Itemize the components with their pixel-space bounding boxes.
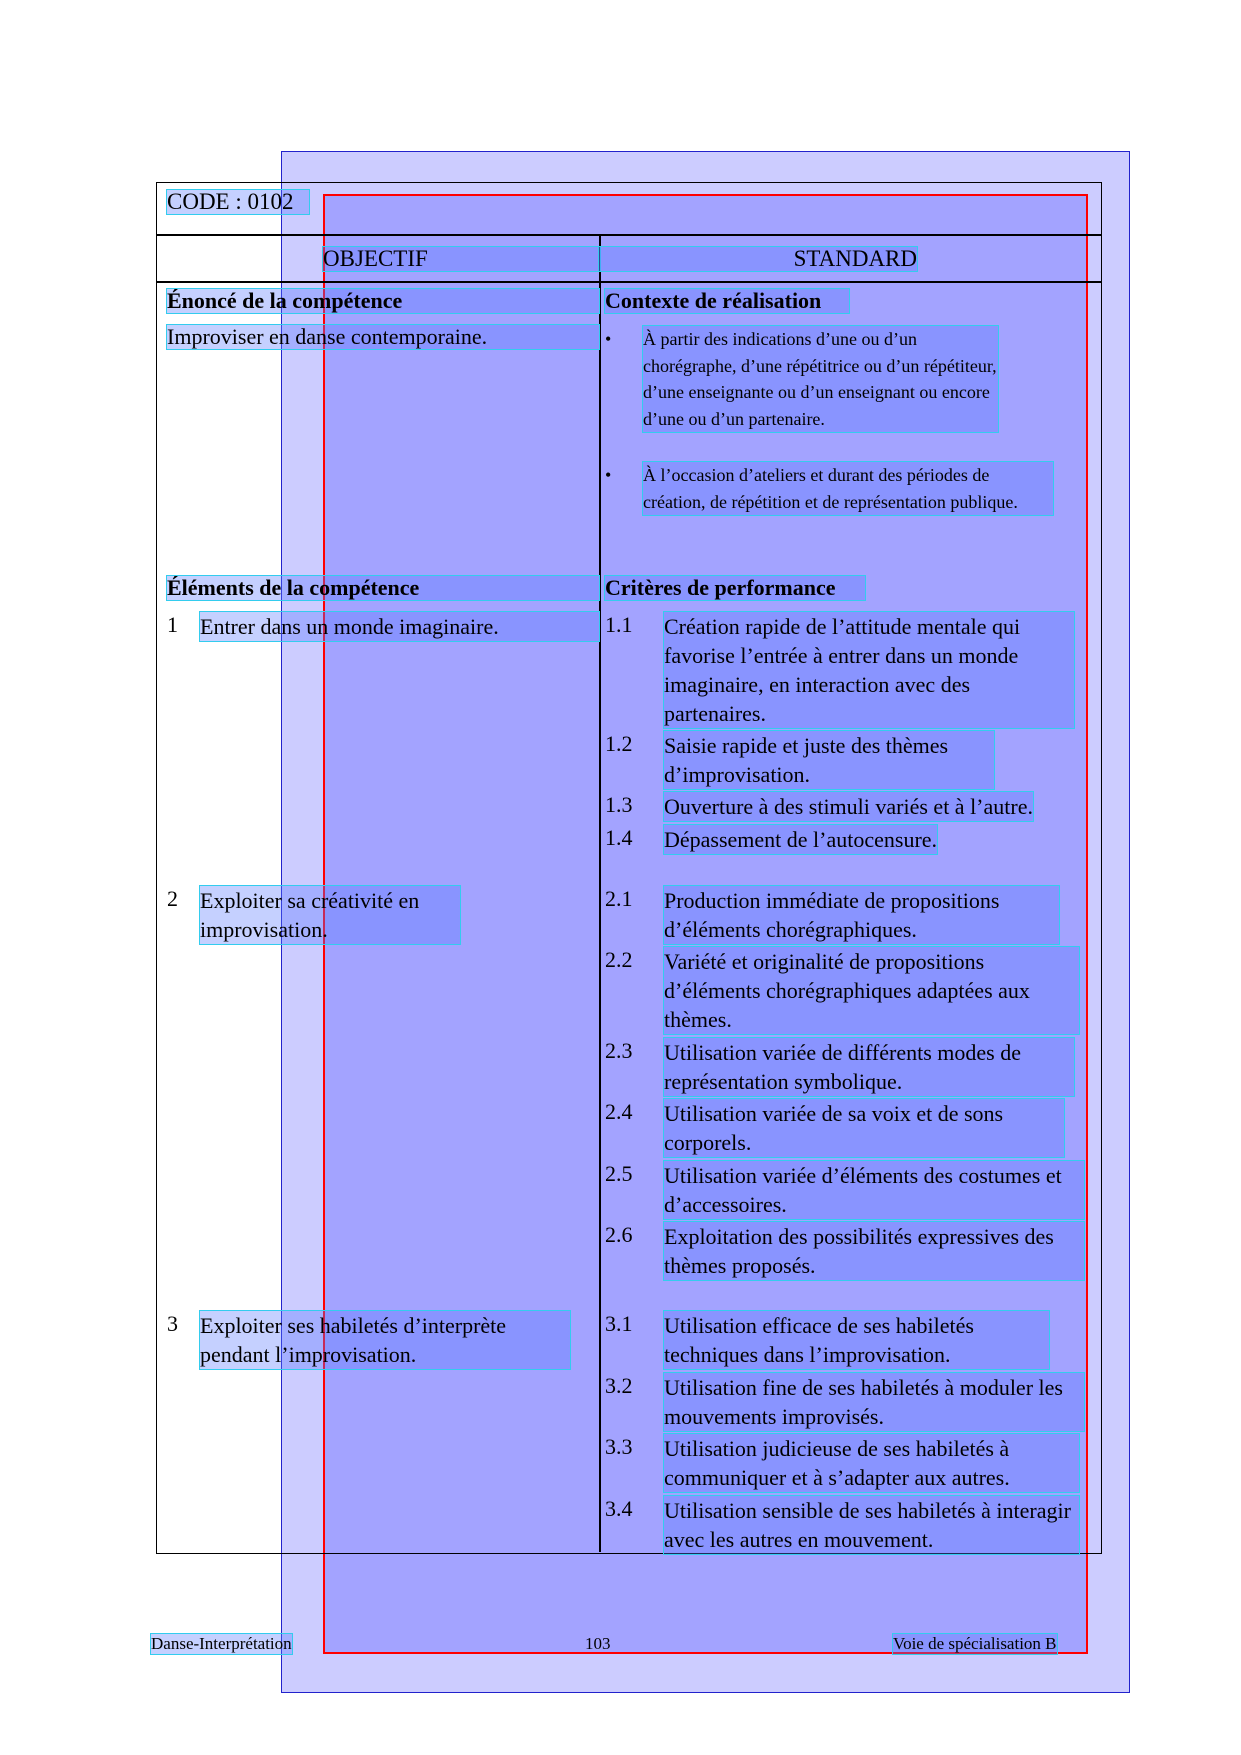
context-text: À l’occasion d’ateliers et durant des périodes de création, de répétition et de représentation publique.: [643, 462, 1053, 515]
context-item: [605, 462, 1055, 542]
competence-statement: Improviser en danse contemporaine.: [167, 325, 599, 349]
footer-left: Danse-Interprétation: [151, 1634, 292, 1653]
criterion-number: 1.4: [605, 825, 633, 850]
criterion-number: 1.3: [605, 792, 633, 817]
bullet-icon: •: [605, 465, 612, 485]
column-divider: [599, 235, 601, 1552]
criterion-number: 3.2: [605, 1373, 633, 1398]
footer-right: Voie de spécialisation B: [893, 1634, 1057, 1653]
criterion-item: [605, 792, 1085, 822]
footer-page-number: 103: [585, 1634, 611, 1653]
criterion-number: 3.1: [605, 1311, 633, 1336]
objective-column-header: [323, 247, 600, 271]
criterion-text: Utilisation variée de sa voix et de sons corporels.: [664, 1099, 1064, 1157]
criterion-number: 1.1: [605, 612, 633, 637]
criterion-text: Exploitation des possibilités expressives des thèmes proposés.: [664, 1222, 1084, 1280]
criterion-item: [605, 1311, 1085, 1371]
criterion-number: 3.3: [605, 1434, 633, 1459]
criterion-number: 3.4: [605, 1496, 633, 1521]
element-item: [167, 1311, 599, 1371]
criterion-text: Utilisation sensible de ses habiletés à interagir avec les autres en mouvement.: [664, 1496, 1079, 1554]
competence-heading: Énoncé de la compétence: [167, 289, 599, 313]
criterion-number: 2.5: [605, 1161, 633, 1186]
criterion-text: Utilisation judicieuse de ses habiletés à communiquer et à s’adapter aux autres.: [664, 1434, 1079, 1492]
criterion-text: Utilisation fine de ses habiletés à moduler les mouvements improvisés.: [664, 1373, 1084, 1431]
criterion-item: [605, 825, 1085, 855]
criterion-text: Utilisation variée de différents modes de représentation symbolique.: [664, 1038, 1074, 1096]
criterion-item: [605, 886, 1085, 946]
element-number: 2: [167, 886, 178, 911]
criterion-item: [605, 1222, 1085, 1282]
code-row-divider: [156, 234, 1102, 236]
criterion-item: [605, 1038, 1085, 1098]
criterion-text: Dépassement de l’autocensure.: [664, 827, 938, 852]
criterion-item: [605, 947, 1085, 1037]
criterion-item: [605, 1373, 1085, 1433]
element-item: [167, 612, 599, 642]
criterion-text: Utilisation variée d’éléments des costumes et d’accessoires.: [664, 1161, 1084, 1219]
criterion-text: Ouverture à des stimuli variés et à l’autre.: [664, 794, 1033, 819]
element-item: [167, 886, 599, 946]
element-text: Exploiter ses habiletés d’interprète pendant l’improvisation.: [200, 1311, 570, 1369]
context-item: [605, 326, 1045, 458]
criterion-text: Création rapide de l’attitude mentale qui favorise l’entrée à entrer dans un monde imaginaire, en interaction avec des partenaires.: [664, 612, 1074, 728]
standard-label: STANDARD: [793, 246, 917, 271]
context-heading: Contexte de réalisation: [605, 289, 849, 313]
criterion-text: Saisie rapide et juste des thèmes d’improvisation.: [664, 731, 994, 789]
element-text: Exploiter sa créativité en improvisation.: [200, 886, 460, 944]
criterion-number: 2.2: [605, 947, 633, 972]
criterion-item: [605, 1434, 1085, 1494]
document-code: CODE : 0102: [167, 190, 309, 214]
criterion-item: [605, 731, 1085, 791]
criterion-item: [605, 1161, 1085, 1221]
criterion-text: Variété et originalité de propositions d’éléments chorégraphiques adaptées aux thèmes.: [664, 947, 1079, 1034]
criterion-number: 2.4: [605, 1099, 633, 1124]
criterion-number: 2.1: [605, 886, 633, 911]
element-number: 3: [167, 1311, 178, 1336]
criterion-item: [605, 1099, 1085, 1159]
context-text: À partir des indications d’une ou d’un chorégraphe, d’une répétitrice ou d’un répétiteur, d’une enseignante ou d’un enseignant ou encore d’une ou d’un partenaire.: [643, 326, 998, 432]
criterion-number: 1.2: [605, 731, 633, 756]
standard-column-header: [599, 247, 917, 271]
elements-heading: Éléments de la compétence: [167, 576, 599, 600]
criteria-heading: Critères de performance: [605, 576, 865, 600]
element-number: 1: [167, 612, 178, 637]
element-text: Entrer dans un monde imaginaire.: [200, 612, 599, 641]
criterion-item: [605, 1496, 1085, 1556]
criterion-number: 2.3: [605, 1038, 633, 1063]
bullet-icon: •: [605, 329, 612, 349]
criterion-number: 2.6: [605, 1222, 633, 1247]
objective-label: OBJECTIF: [323, 246, 428, 271]
column-header-divider: [156, 281, 1102, 283]
criterion-text: Production immédiate de propositions d’éléments chorégraphiques.: [664, 886, 1059, 944]
criterion-item: [605, 612, 1085, 728]
criterion-text: Utilisation efficace de ses habiletés techniques dans l’improvisation.: [664, 1311, 1049, 1369]
